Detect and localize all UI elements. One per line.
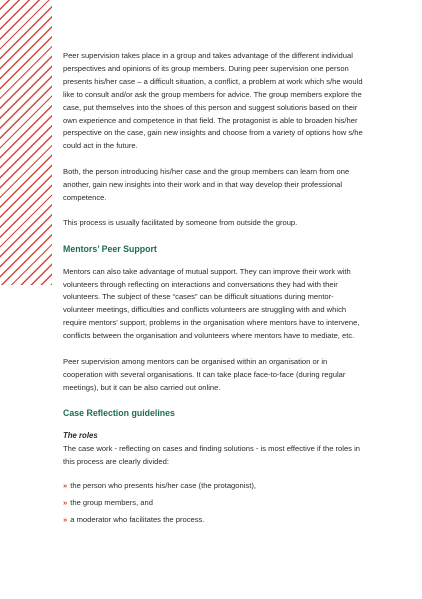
heading-mentors-peer-support: Mentors’ Peer Support xyxy=(63,243,157,254)
paragraph-roles-intro: The case work - reflecting on cases and finding solutions - is most effective if the roles in this process are clearly divided: xyxy=(63,443,361,466)
list-item-text: the group members, and xyxy=(70,498,153,507)
paragraph-facilitation: This process is usually facilitated by someone from outside the group. xyxy=(63,218,298,228)
paragraph-mentors-mutual-support: Mentors can also take advantage of mutual support. They can improve their work with volunteers through reflecting on interactions and conversations they had with their volunteers. The subject of these “cases” can be difficult situations during mentor-volunteer meetings, difficulties and conflicts volunteers are struggling with and which require mentors’ support, problems in the organisation where mentors have to intervene, conflicts between the organisation and volunteers where mentors have to mediate, etc. xyxy=(63,266,360,341)
list-item xyxy=(63,481,363,491)
list-item-text: the person who presents his/her case (the protagonist), xyxy=(70,481,256,491)
chevron-bullet-icon: » xyxy=(63,481,68,491)
roles-list xyxy=(63,481,363,524)
chevron-bullet-icon: » xyxy=(63,514,68,524)
subheading-the-roles: The roles xyxy=(63,431,98,440)
paragraph-peer-supervision-organisation: Peer supervision among mentors can be organised within an organisation or in cooperation with several organisations. It can take place face-to-face (during regular meetings), but it can be also carried out online. xyxy=(63,356,346,392)
heading-case-reflection-guidelines: Case Reflection guidelines xyxy=(63,408,175,418)
list-item xyxy=(63,515,363,525)
page-content xyxy=(63,50,363,531)
list-item-text: a moderator who facilitates the process. xyxy=(70,514,205,524)
paragraph-mutual-learning: Both, the person introducing his/her case and the group members can learn from one another, gain new insights into their work and in that way develop their professional competence. xyxy=(63,166,350,202)
diagonal-stripe-decoration xyxy=(0,0,52,285)
list-item xyxy=(63,498,363,508)
chevron-bullet-icon: » xyxy=(63,498,68,507)
paragraph-peer-supervision-intro: Peer supervision takes place in a group and takes advantage of the different individual perspectives and opinions of its group members. During peer supervision one person presents his/her case – a difficult situation, a conflict, a problem at work which s/he would like to consult and/or ask the group members for advice. The group members explore the case, put themselves into the shoes of this person and suggest solutions based on their own experience and competence in that field. The protagonist is able to broaden his/her perspective on the case, gain new insights and choose from a variety of options how s/he could act in the future. xyxy=(63,51,363,151)
